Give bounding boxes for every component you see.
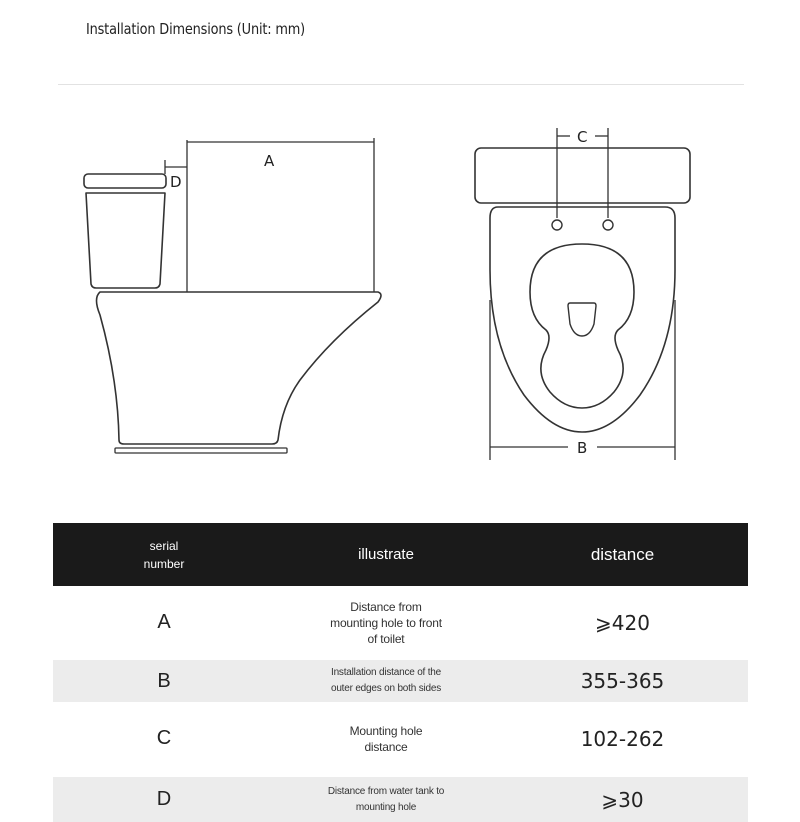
toilet-top-view (475, 128, 690, 460)
row-distance: ⩾30 (601, 787, 644, 812)
row-distance: ⩾420 (595, 610, 650, 635)
page-title: Installation Dimensions (Unit: mm) (86, 20, 306, 38)
row-distance: 102-262 (580, 726, 665, 751)
divider (58, 84, 744, 85)
row-illustrate: Installation distance of the outer edges on both sides (330, 667, 442, 694)
tank-lid (84, 174, 166, 188)
header-serial: serial number (143, 538, 185, 571)
bowl-opening (530, 244, 634, 408)
water-tank (86, 193, 165, 288)
row-serial: D (156, 788, 172, 810)
dim-a-label: A (264, 152, 275, 170)
installation-diagram (0, 100, 800, 480)
seat-outline (490, 207, 675, 432)
row-illustrate: Distance from mounting hole to front of toilet (330, 599, 442, 646)
header-distance: distance (590, 544, 655, 564)
tank-top (475, 148, 690, 203)
mounting-hole-left (552, 220, 562, 230)
table-row (53, 660, 748, 702)
mounting-hole-right (603, 220, 613, 230)
dim-b-label: B (577, 439, 588, 457)
table-row (53, 596, 748, 649)
dim-d-label: D (170, 173, 182, 191)
dimensions-table (53, 523, 748, 822)
row-serial: A (157, 611, 171, 633)
table-row (53, 777, 748, 822)
row-distance: 355-365 (580, 669, 665, 693)
row-illustrate: Mounting hole distance (349, 723, 423, 754)
toilet-side-view (84, 138, 381, 453)
row-serial: C (156, 727, 172, 749)
dim-c-label: C (577, 128, 588, 146)
toilet-bowl (97, 292, 382, 444)
header-illustrate: illustrate (358, 546, 414, 563)
table-row (53, 712, 748, 765)
drain-hole (568, 303, 596, 336)
toilet-base (115, 448, 287, 453)
row-serial: B (157, 669, 171, 692)
table-header (53, 523, 748, 586)
row-illustrate: Distance from water tank to mounting hole (327, 785, 445, 813)
